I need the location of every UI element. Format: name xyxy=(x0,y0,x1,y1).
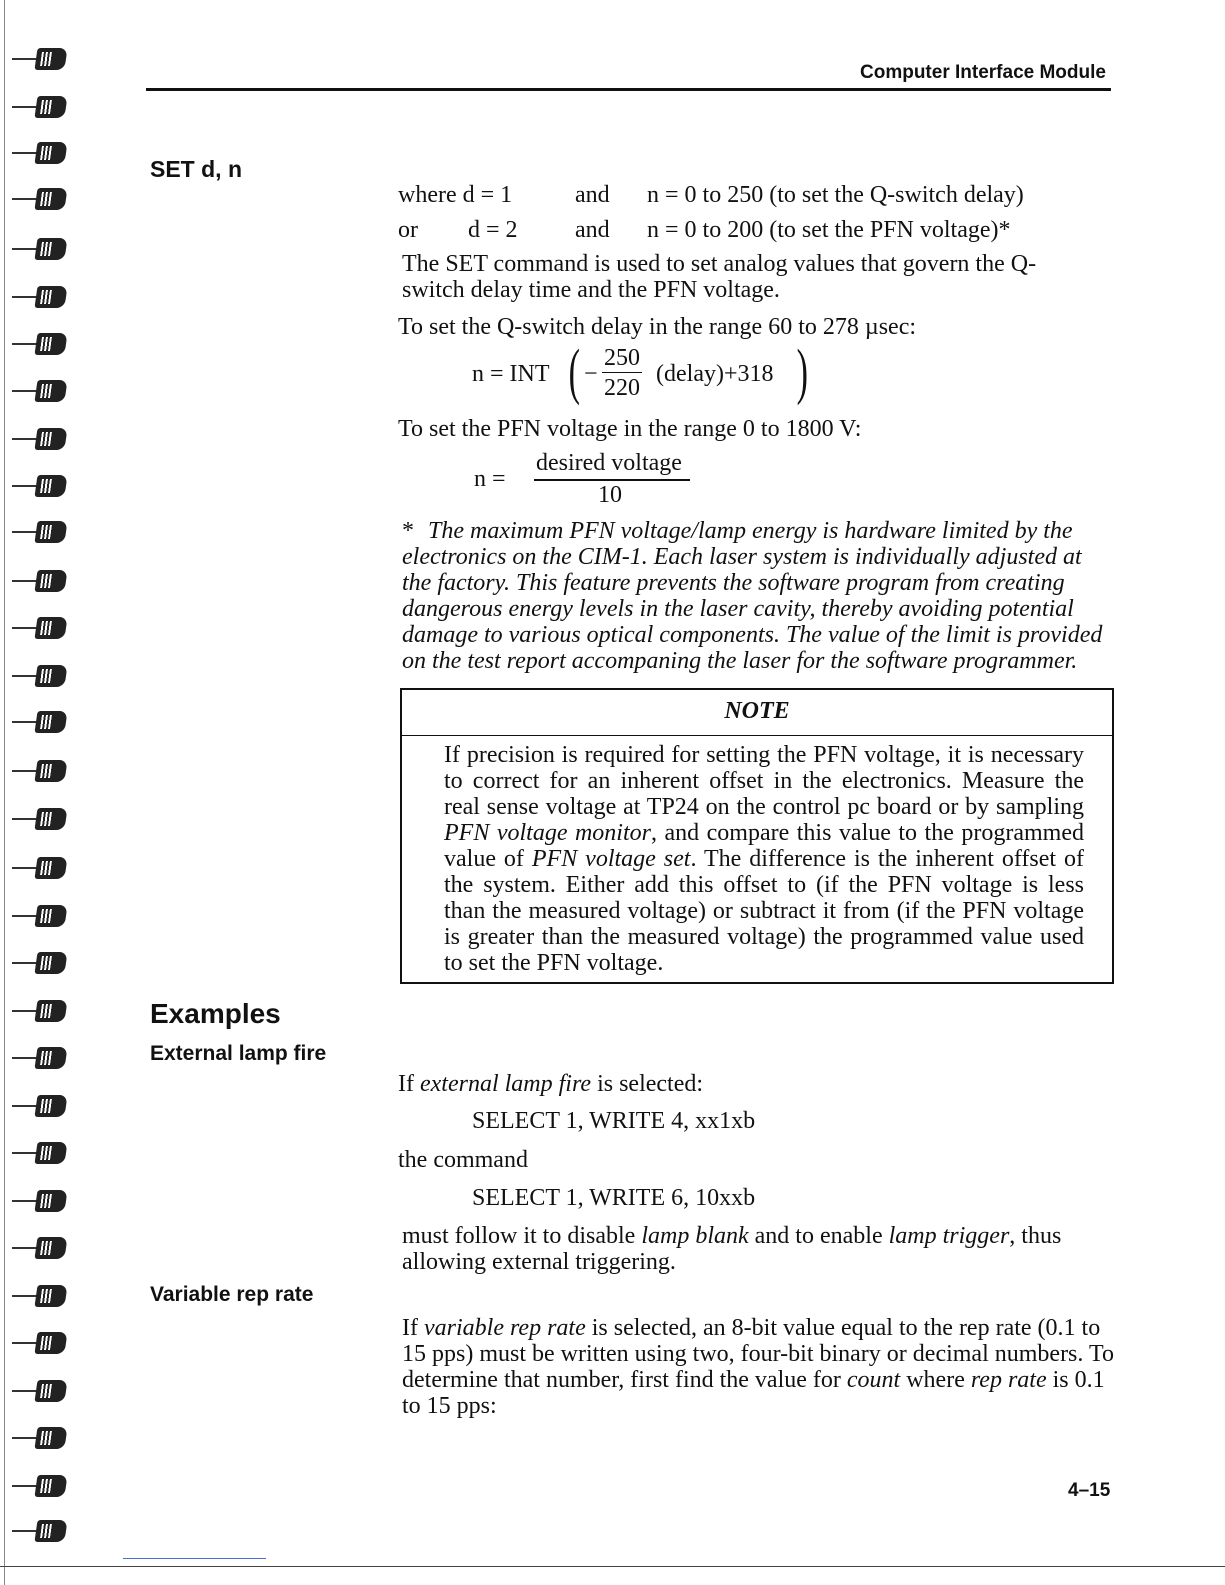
binding-clip xyxy=(34,1427,67,1449)
external-follow-text xyxy=(402,1223,1112,1275)
param-range-1: n = 0 to 250 (to set the Q-switch delay) xyxy=(647,182,1024,208)
param-range-2: n = 0 to 200 (to set the PFN voltage)* xyxy=(647,217,1011,243)
binding-ring-icon xyxy=(12,1237,68,1259)
param-or: or xyxy=(398,217,418,243)
binding-clip xyxy=(34,96,67,118)
formula2-denominator: 10 xyxy=(598,482,622,508)
binding-ring-icon xyxy=(12,570,68,592)
binding-clip xyxy=(34,857,67,879)
formula-qswitch xyxy=(472,338,832,413)
note-title: NOTE xyxy=(724,698,790,724)
binding-clip xyxy=(34,333,67,355)
note-text-part: If precision is required for setting the PFN voltage, it is necessary to correct for an inherent offset in the electronics. Measure the real sense voltage at TP24 on the control pc board or by sampling xyxy=(444,742,1084,820)
binding-ring-icon xyxy=(12,333,68,355)
formula1-numerator: 250 xyxy=(604,345,640,371)
binding-ring-icon xyxy=(12,1142,68,1164)
text-part: , thus allowing external triggering. xyxy=(402,1223,1062,1275)
variable-rep-rate-text xyxy=(402,1315,1114,1419)
formula1-lparen: ( xyxy=(568,338,581,406)
binding-clip xyxy=(34,808,67,830)
binding-ring-icon xyxy=(12,760,68,782)
binding-ring-icon xyxy=(12,48,68,70)
formula1-rparen: ) xyxy=(796,338,809,406)
text-part: where xyxy=(900,1367,971,1393)
binding-ring-icon xyxy=(12,808,68,830)
footnote-text: The maximum PFN voltage/lamp energy is hardware limited by the electronics on the CIM-1. Each laser system is individually adjusted at the factory. This feature prevents the software program from creating dangerous energy levels in the laser cavity, thereby avoiding potential damage to various optical components. The value of the limit is provided on the test report accompaning the laser for the software programmer. xyxy=(402,518,1103,674)
spiral-binding xyxy=(0,0,70,1585)
binding-ring-icon xyxy=(12,521,68,543)
param-line-1 xyxy=(398,182,512,209)
header-rule xyxy=(146,88,1111,91)
command-line-1: SELECT 1, WRITE 4, xx1xb xyxy=(472,1108,756,1134)
binding-clip xyxy=(34,905,67,927)
binding-ring-icon xyxy=(12,238,68,260)
binding-ring-icon xyxy=(12,1427,68,1449)
formula1-lhs: n = INT xyxy=(472,361,550,387)
param-and-1: and xyxy=(575,182,610,208)
binding-ring-icon xyxy=(12,188,68,210)
binding-ring-icon xyxy=(12,142,68,164)
binding-ring-icon xyxy=(12,1190,68,1212)
binding-clip xyxy=(34,48,67,70)
bottom-rule xyxy=(0,1566,1225,1567)
binding-ring-icon xyxy=(12,1332,68,1354)
running-header: Computer Interface Module xyxy=(860,62,1106,83)
binding-ring-icon xyxy=(12,905,68,927)
emphasis-lamp-blank: lamp blank xyxy=(641,1223,749,1249)
binding-ring-icon xyxy=(12,952,68,974)
binding-clip xyxy=(34,428,67,450)
binding-clip xyxy=(34,1475,67,1497)
binding-clip xyxy=(34,1047,67,1069)
binding-clip xyxy=(34,952,67,974)
formula2-lhs: n = xyxy=(474,466,506,492)
formula1-bar xyxy=(602,372,642,373)
binding-ring-icon xyxy=(12,286,68,308)
formula1-rest: (delay)+318 xyxy=(656,361,774,387)
binding-clip xyxy=(34,238,67,260)
footer-link-underline xyxy=(123,1558,266,1559)
text-part: is 0.1 to 15 pps: xyxy=(402,1367,1105,1419)
binding-clip xyxy=(34,665,67,687)
external-intro xyxy=(398,1071,703,1098)
emphasis-external-lamp-fire: external lamp fire xyxy=(419,1071,592,1097)
set-description: The SET command is used to set analog values that govern the Q-switch delay time and the PFN voltage. xyxy=(402,251,1037,303)
emphasis-count: count xyxy=(846,1367,901,1393)
binding-clip xyxy=(34,142,67,164)
binding-clip xyxy=(34,1332,67,1354)
examples-heading: Examples xyxy=(150,998,281,1029)
binding-ring-icon xyxy=(12,1520,68,1542)
note-emphasis-monitor: PFN voltage monitor xyxy=(444,820,651,846)
qswitch-intro: To set the Q-switch delay in the range 60 to 278 µsec: xyxy=(398,314,917,340)
binding-ring-icon xyxy=(12,1475,68,1497)
binding-clip xyxy=(34,617,67,639)
formula1-minus: − xyxy=(584,361,598,387)
binding-clip xyxy=(34,188,67,210)
binding-ring-icon xyxy=(12,711,68,733)
external-lamp-fire-heading: External lamp fire xyxy=(150,1042,327,1065)
binding-ring-icon xyxy=(12,380,68,402)
binding-ring-icon xyxy=(12,1380,68,1402)
note-box xyxy=(400,688,1114,984)
footnote xyxy=(402,518,1107,674)
text-part: and to enable xyxy=(748,1223,889,1249)
text-part: is selected: xyxy=(591,1071,704,1097)
command-line-2: SELECT 1, WRITE 6, 10xxb xyxy=(472,1185,756,1211)
binding-clip xyxy=(34,570,67,592)
binding-clip xyxy=(34,711,67,733)
binding-ring-icon xyxy=(12,665,68,687)
set-command-heading: SET d, n xyxy=(150,156,242,182)
text-part: If xyxy=(402,1315,424,1341)
binding-clip xyxy=(34,1190,67,1212)
page-number: 4–15 xyxy=(1068,1480,1111,1501)
binding-ring-icon xyxy=(12,857,68,879)
binding-ring-icon xyxy=(12,475,68,497)
binding-ring-icon xyxy=(12,1047,68,1069)
binding-clip xyxy=(34,1000,67,1022)
param-d1: where d = 1 xyxy=(398,182,513,208)
binding-clip xyxy=(34,1285,67,1307)
binding-ring-icon xyxy=(12,1000,68,1022)
binding-clip xyxy=(34,760,67,782)
binding-clip xyxy=(34,475,67,497)
binding-clip xyxy=(34,380,67,402)
note-text-part: . The difference is the inherent offset of the system. Either add this offset to (if the PFN voltage is less than the measured voltage) or subtract it from (if the PFN voltage is greater than the measured voltage) the programmed value used to set the PFN voltage. xyxy=(444,846,1084,976)
note-text-part: , and compare this value to the programmed value of xyxy=(444,820,1085,872)
variable-rep-rate-heading: Variable rep rate xyxy=(150,1283,314,1306)
binding-ring-icon xyxy=(12,1095,68,1117)
pfn-intro: To set the PFN voltage in the range 0 to 1800 V: xyxy=(398,416,862,442)
emphasis-rep-rate: rep rate xyxy=(970,1367,1047,1393)
binding-ring-icon xyxy=(12,96,68,118)
binding-clip xyxy=(34,1380,67,1402)
binding-ring-icon xyxy=(12,428,68,450)
page-edge-line xyxy=(4,0,5,1585)
footnote-star: * xyxy=(402,518,414,544)
formula2-numerator: desired voltage xyxy=(536,450,682,476)
note-header-rule xyxy=(402,735,1112,736)
binding-clip xyxy=(34,286,67,308)
param-and-2: and xyxy=(575,217,610,243)
text-part: If xyxy=(398,1071,420,1097)
binding-clip xyxy=(34,1237,67,1259)
emphasis-variable-rep-rate: variable rep rate xyxy=(423,1315,586,1341)
binding-clip xyxy=(34,1095,67,1117)
text-part: must follow it to disable xyxy=(402,1223,642,1249)
formula-pfn xyxy=(472,450,712,514)
binding-clip xyxy=(34,1520,67,1542)
binding-ring-icon xyxy=(12,617,68,639)
note-emphasis-set: PFN voltage set xyxy=(531,846,691,872)
binding-ring-icon xyxy=(12,1285,68,1307)
note-text xyxy=(444,742,1084,976)
binding-clip xyxy=(34,1142,67,1164)
emphasis-lamp-trigger: lamp trigger xyxy=(888,1223,1010,1249)
param-d2: d = 2 xyxy=(468,217,518,243)
binding-clip xyxy=(34,521,67,543)
the-command-text: the command xyxy=(398,1147,528,1173)
formula1-denominator: 220 xyxy=(604,375,640,401)
text-part: is selected, an 8-bit value equal to the rep rate (0.1 to 15 pps) must be written using two, four-bit binary or decimal numbers. To determine that number, first find the value for xyxy=(402,1315,1114,1393)
formula2-bar xyxy=(534,479,690,481)
